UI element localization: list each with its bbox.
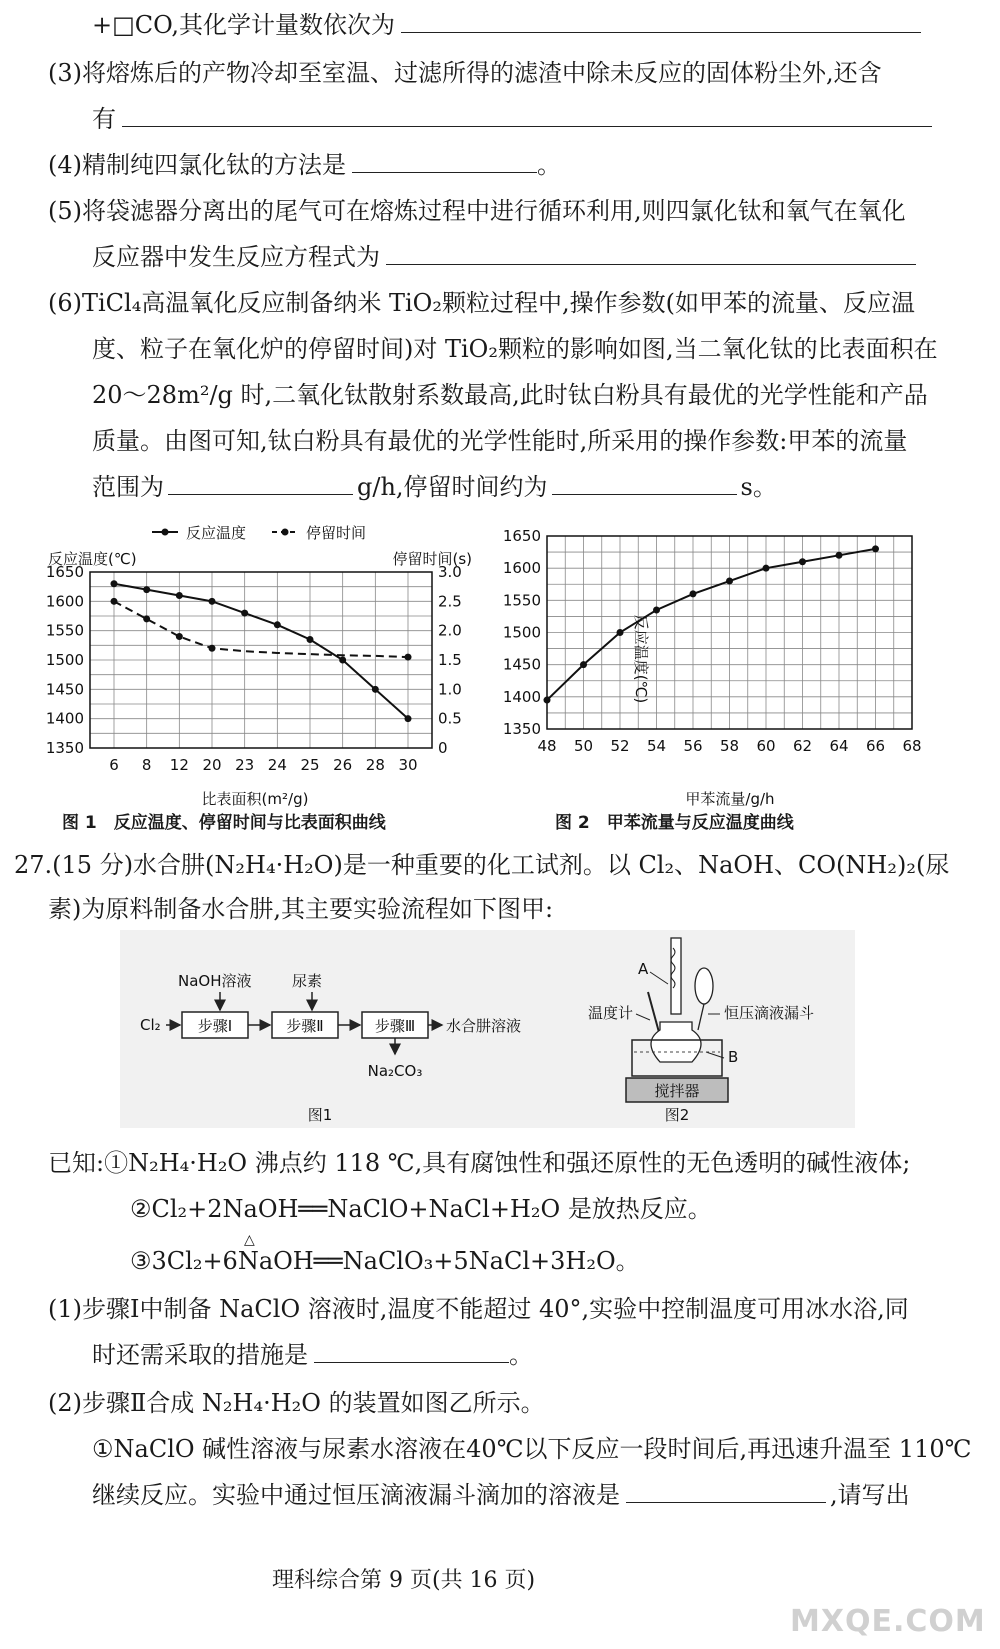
data-point	[580, 661, 587, 668]
byproduct-label: Na₂CO₃	[367, 1062, 423, 1080]
y-tick-label-right: 1.5	[438, 651, 462, 669]
data-point-residence-time	[143, 615, 150, 622]
y-tick-label: 1400	[502, 687, 541, 706]
page-footer: 理科综合第 9 页(共 16 页)	[272, 1568, 536, 1593]
text-line: 有	[92, 105, 116, 133]
step-3-label: 步骤Ⅲ	[374, 1017, 416, 1035]
data-point-residence-time	[209, 645, 216, 652]
answer-blank	[314, 1340, 509, 1363]
y-tick-label-left: 1650	[45, 563, 84, 581]
answer-blank	[386, 242, 916, 265]
data-point	[799, 558, 806, 565]
y-tick-label: 1450	[502, 655, 541, 674]
data-point-temperature	[209, 598, 216, 605]
known-3: ③3Cl₂+6NaOH══NaClO₃+5NaCl+3H₂O。	[130, 1247, 640, 1275]
data-point-temperature	[405, 715, 412, 722]
apparatus-label-b: B	[728, 1048, 739, 1066]
data-point-temperature	[274, 621, 281, 628]
x-tick-label: 20	[202, 756, 222, 774]
figure-label-2: 图2	[664, 1106, 690, 1124]
chart-specific-surface-area	[40, 518, 480, 808]
text-line: (6)TiCl₄高温氧化反应制备纳米 TiO₂颗粒过程中,操作参数(如甲苯的流量、反应温	[48, 289, 915, 317]
y-tick-label-left: 1550	[45, 621, 84, 640]
question-27-2-part-1: ①NaClO 碱性溶液与尿素水溶液在40℃以下反应一段时间后,再迅速升温至 110℃	[92, 1435, 972, 1463]
x-tick-label: 6	[109, 756, 119, 774]
question-27-intro: 27.(15 分)水合肼(N₂H₄·H₂O)是一种重要的化工试剂。以 Cl₂、NaOH、CO(NH₂)₂(尿	[14, 851, 950, 879]
data-point-residence-time	[176, 633, 183, 640]
input-cl2-label: Cl₂	[140, 1016, 161, 1034]
dropping-funnel	[695, 968, 713, 1004]
y-tick-label-left: 1600	[45, 592, 84, 611]
text-line: 继续反应。实验中通过恒压滴液漏斗滴加的溶液是	[92, 1481, 620, 1509]
question-27-1: (1)步骤Ⅰ中制备 NaClO 溶液时,温度不能超过 40°,实验中控制温度可用冰水浴,同	[48, 1295, 909, 1323]
x-tick-label: 26	[333, 756, 353, 774]
x-tick-label: 30	[398, 756, 418, 774]
x-tick-label: 54	[646, 737, 667, 755]
known-1: 已知:①N₂H₄·H₂O 沸点约 118 ℃,具有腐蚀性和强还原性的无色透明的碱性液体;	[48, 1149, 911, 1177]
y-axis-label: 反应温度(℃)	[632, 614, 650, 704]
answer-blank	[626, 1480, 826, 1503]
stirrer-label: 搅拌器	[654, 1082, 700, 1100]
data-point	[690, 590, 697, 597]
x-tick-label: 12	[169, 756, 189, 774]
text-line: g/h,停留时间约为	[357, 473, 548, 501]
data-point	[653, 606, 660, 613]
y-tick-label-right: 1.0	[438, 680, 462, 699]
answer-blank	[552, 472, 737, 495]
text-line: (3)将熔炼后的产物冷却至室温、过滤所得的滤渣中除未反应的固体粉尘外,还含	[48, 59, 882, 87]
data-point-temperature	[372, 686, 379, 693]
y-tick-label-right: 0.5	[438, 709, 462, 728]
text-line: s。	[740, 473, 777, 501]
condenser	[671, 938, 681, 1014]
legend	[152, 524, 366, 542]
answer-blank	[352, 150, 537, 173]
x-tick-label: 56	[683, 737, 703, 755]
x-tick-label: 28	[365, 756, 385, 774]
x-tick-label: 58	[719, 737, 740, 755]
heating-symbol: △	[244, 1232, 255, 1248]
legend-label-temperature: 反应温度	[186, 524, 247, 542]
thermometer-label: 温度计	[588, 1004, 634, 1022]
y-tick-label: 1650	[502, 527, 541, 545]
data-point-temperature	[176, 592, 183, 599]
legend-label-residence-time: 停留时间	[306, 524, 367, 542]
figure-caption-1: 图 1 反应温度、停留时间与比表面积曲线	[62, 813, 386, 833]
step-1-label: 步骤Ⅰ	[197, 1017, 233, 1035]
figure-caption-2: 图 2 甲苯流量与反应温度曲线	[555, 813, 794, 833]
x-tick-label: 50	[573, 737, 594, 755]
y-tick-label-right: 2.5	[438, 592, 462, 611]
data-point-residence-time	[111, 598, 118, 605]
answer-blank	[122, 104, 932, 127]
answer-blank	[401, 10, 921, 33]
y-tick-label-right: 0	[438, 739, 448, 757]
data-point	[836, 552, 843, 559]
funnel-label: 恒压滴液漏斗	[724, 1004, 815, 1022]
y-tick-label-right: 2.0	[438, 621, 462, 640]
text-line: 质量。由图可知,钛白粉具有最优的光学性能时,所采用的操作参数:甲苯的流量	[92, 427, 908, 455]
x-tick-label: 23	[235, 756, 255, 774]
y-tick-label-left: 1350	[45, 739, 84, 757]
input-naoh-label: NaOH溶液	[178, 972, 252, 990]
chart-toluene-flow	[500, 518, 970, 808]
data-point	[726, 578, 733, 585]
x-tick-label: 24	[267, 756, 287, 774]
data-point-residence-time	[405, 654, 412, 661]
y-tick-label-right: 3.0	[438, 563, 462, 581]
data-point	[763, 565, 770, 572]
data-point-temperature	[307, 636, 314, 643]
x-tick-label: 48	[537, 737, 557, 755]
x-tick-label: 66	[865, 737, 886, 755]
text-line: 。	[537, 151, 561, 179]
x-tick-label: 62	[792, 737, 813, 755]
y-tick-label-left: 1500	[45, 651, 84, 669]
input-urea-label: 尿素	[292, 972, 323, 990]
data-point	[544, 697, 551, 704]
text-line: 范围为	[92, 473, 164, 501]
text-line: 。	[509, 1341, 533, 1369]
x-axis-label: 比表面积(m²/g)	[201, 790, 309, 808]
figure-label-1: 图1	[307, 1106, 333, 1124]
x-tick-label: 8	[141, 756, 152, 774]
known-2: ②Cl₂+2NaOH══NaClO+NaCl+H₂O 是放热反应。	[130, 1195, 712, 1223]
question-27-2: (2)步骤Ⅱ合成 N₂H₄·H₂O 的装置如图乙所示。	[48, 1389, 545, 1417]
x-tick-label: 68	[902, 737, 922, 755]
text-line: ,请写出	[830, 1481, 910, 1509]
data-point-temperature	[241, 610, 248, 617]
series-line-residence-time	[114, 601, 408, 657]
y-tick-label-left: 1450	[45, 680, 84, 699]
y-tick-label: 1500	[502, 623, 541, 642]
y-tick-label-left: 1400	[45, 709, 84, 728]
data-point	[617, 629, 624, 636]
text-line: 度、粒子在氧化炉的停留时间)对 TiO₂颗粒的影响如图,当二氧化钛的比表面积在	[92, 335, 938, 363]
x-tick-label: 64	[829, 737, 849, 755]
y-tick-label: 1600	[502, 559, 541, 578]
text-line: (5)将袋滤器分离出的尾气可在熔炼过程中进行循环利用,则四氯化钛和氧气在氧化	[48, 197, 906, 225]
text-line: 时还需采取的措施是	[92, 1341, 308, 1369]
y-axis-label-right: 停留时间(s)	[392, 550, 472, 568]
watermark: MXQE.COM	[790, 1604, 986, 1639]
answer-blank	[168, 472, 353, 495]
text-line: 20～28m²/g 时,二氧化钛散射系数最高,此时钛白粉具有最优的光学性能和产品	[92, 381, 928, 409]
data-point-temperature	[143, 586, 150, 593]
text-line: +□CO,其化学计量数依次为	[92, 11, 396, 39]
x-tick-label: 25	[300, 756, 320, 774]
text-line: (4)精制纯四氯化钛的方法是	[48, 151, 346, 179]
data-point	[872, 545, 879, 552]
data-point-temperature	[111, 580, 118, 587]
data-point-temperature	[339, 657, 346, 664]
y-axis-label-left: 反应温度(℃)	[48, 550, 137, 568]
apparatus-label-a: A	[638, 960, 649, 978]
y-tick-label: 1350	[502, 720, 541, 738]
y-tick-label: 1550	[502, 591, 541, 610]
x-tick-label: 52	[610, 737, 630, 755]
experiment-figure	[120, 930, 855, 1128]
product-label: 水合肼溶液	[446, 1017, 522, 1035]
text-line: 反应器中发生反应方程式为	[92, 243, 380, 271]
question-27-intro-2: 素)为原料制备水合肼,其主要实验流程如下图甲:	[48, 895, 554, 923]
x-axis-label: 甲苯流量/g/h	[685, 790, 775, 808]
step-2-label: 步骤Ⅱ	[286, 1017, 324, 1035]
x-tick-label: 60	[756, 737, 776, 755]
